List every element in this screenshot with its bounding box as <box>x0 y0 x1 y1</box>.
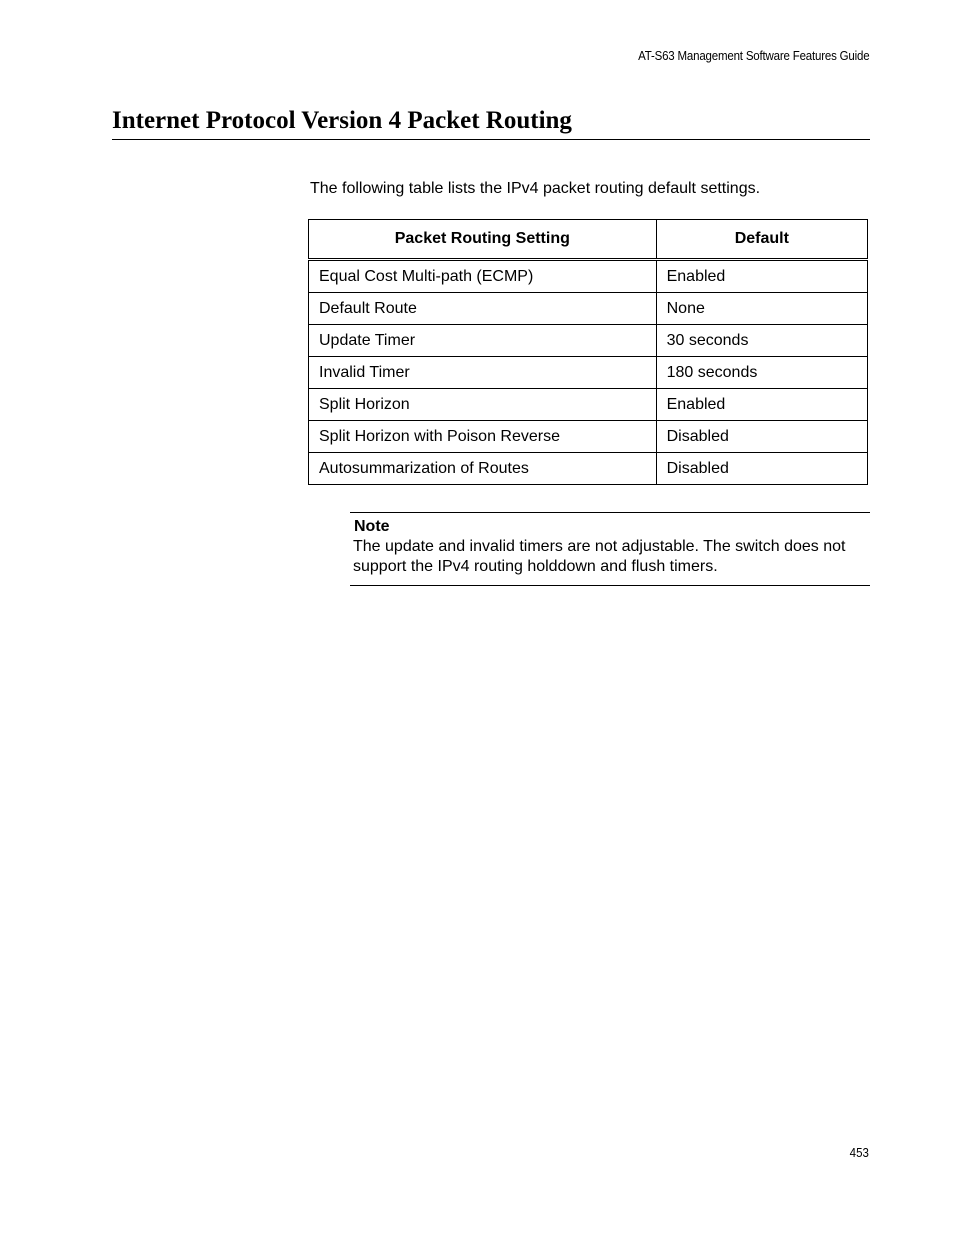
table-row <box>309 421 868 453</box>
setting-cell: Update Timer <box>309 325 657 357</box>
setting-cell: Default Route <box>309 293 657 325</box>
default-cell: Enabled <box>656 389 867 421</box>
table-row <box>309 260 868 293</box>
note-text: The update and invalid timers are not adjustable. The switch does not support the IPv4 routing holddown and flush timers. <box>353 538 846 575</box>
running-header: AT-S63 Management Software Features Guide <box>637 49 869 63</box>
page-number: 453 <box>849 1146 869 1160</box>
default-cell: 30 seconds <box>656 325 867 357</box>
note-label: Note <box>354 518 390 535</box>
setting-cell: Equal Cost Multi-path (ECMP) <box>309 260 657 293</box>
routing-defaults-table <box>308 219 868 485</box>
default-cell: Disabled <box>656 421 867 453</box>
table-row <box>309 453 868 485</box>
table-row <box>309 293 868 325</box>
table-row <box>309 357 868 389</box>
note-box <box>350 512 870 586</box>
column-header-default: Default <box>656 220 867 260</box>
setting-cell: Split Horizon <box>309 389 657 421</box>
intro-paragraph: The following table lists the IPv4 packet routing default settings. <box>310 180 761 197</box>
table-row <box>309 325 868 357</box>
setting-cell: Autosummarization of Routes <box>309 453 657 485</box>
default-cell: Enabled <box>656 260 867 293</box>
setting-cell: Invalid Timer <box>309 357 657 389</box>
default-cell: 180 seconds <box>656 357 867 389</box>
section-title: Internet Protocol Version 4 Packet Routing <box>112 106 870 140</box>
default-cell: None <box>656 293 867 325</box>
column-header-setting: Packet Routing Setting <box>309 220 657 260</box>
default-cell: Disabled <box>656 453 867 485</box>
table-header-row <box>309 220 868 260</box>
setting-cell: Split Horizon with Poison Reverse <box>309 421 657 453</box>
table-row <box>309 389 868 421</box>
